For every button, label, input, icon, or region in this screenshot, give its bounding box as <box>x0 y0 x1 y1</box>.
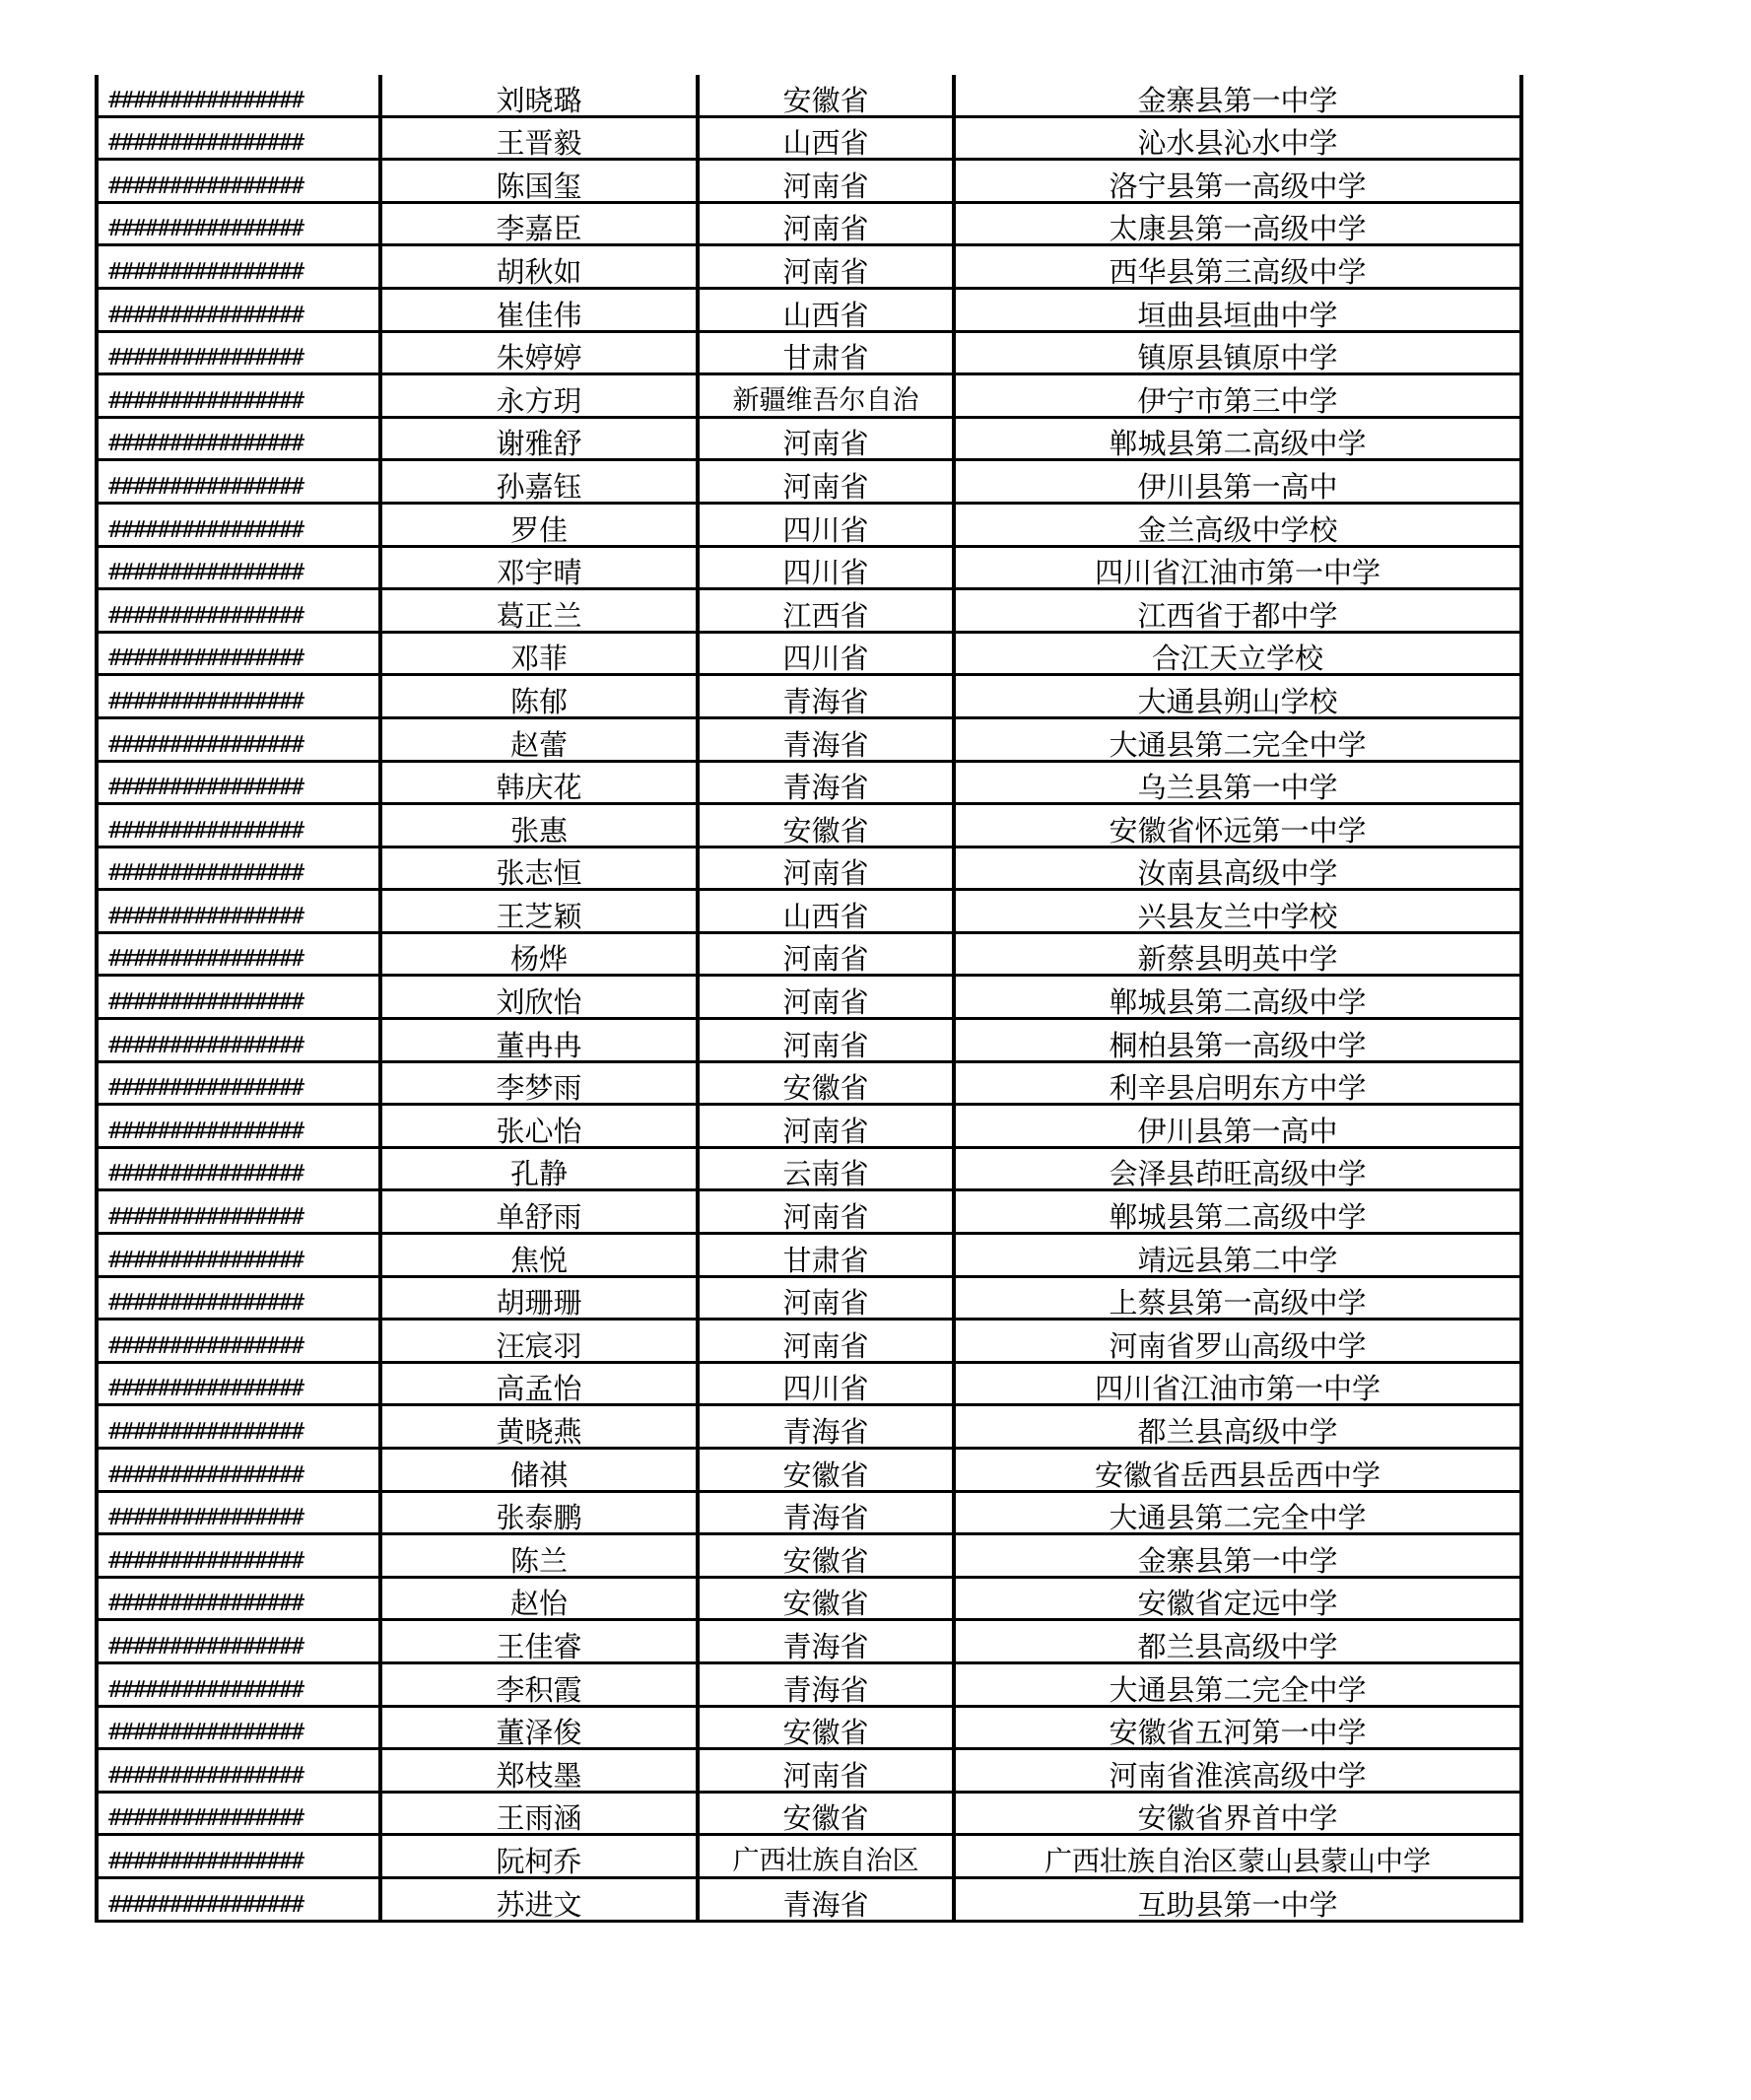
name-cell: 董冉冉 <box>380 1019 698 1062</box>
province-cell: 安徽省 <box>698 1792 954 1835</box>
province-cell: 新疆维吾尔自治 <box>698 374 954 418</box>
id-cell: ################ <box>97 1534 380 1578</box>
name-cell: 朱婷婷 <box>380 331 698 374</box>
student-table-body <box>97 75 1521 1921</box>
school-cell: 安徽省界首中学 <box>954 1792 1521 1835</box>
province-cell: 河南省 <box>698 460 954 504</box>
name-cell: 孔静 <box>380 1147 698 1190</box>
table-row <box>97 804 1521 847</box>
id-cell: ################ <box>97 1877 380 1921</box>
table-row <box>97 1534 1521 1578</box>
table-row <box>97 589 1521 633</box>
id-cell: ################ <box>97 890 380 933</box>
table-row <box>97 1362 1521 1405</box>
id-cell: ################ <box>97 288 380 331</box>
id-cell: ################ <box>97 75 380 116</box>
id-cell: ################ <box>97 1105 380 1148</box>
name-cell: 崔佳伟 <box>380 288 698 331</box>
id-cell: ################ <box>97 1749 380 1793</box>
province-cell: 河南省 <box>698 160 954 203</box>
table-row <box>97 1491 1521 1534</box>
id-cell: ################ <box>97 932 380 976</box>
table-row <box>97 1706 1521 1749</box>
name-cell: 陈国玺 <box>380 160 698 203</box>
table-row <box>97 632 1521 675</box>
table-row <box>97 1835 1521 1878</box>
table-row <box>97 202 1521 245</box>
school-cell: 都兰县高级中学 <box>954 1620 1521 1663</box>
id-cell: ################ <box>97 116 380 160</box>
table-row <box>97 1620 1521 1663</box>
province-cell: 河南省 <box>698 1749 954 1793</box>
school-cell: 汝南县高级中学 <box>954 847 1521 890</box>
province-cell: 山西省 <box>698 288 954 331</box>
id-cell: ################ <box>97 675 380 718</box>
id-cell: ################ <box>97 460 380 504</box>
name-cell: 董泽俊 <box>380 1706 698 1749</box>
province-cell: 四川省 <box>698 632 954 675</box>
table-row <box>97 847 1521 890</box>
table-row <box>97 160 1521 203</box>
id-cell: ################ <box>97 1620 380 1663</box>
id-cell: ################ <box>97 1706 380 1749</box>
school-cell: 金兰高级中学校 <box>954 503 1521 546</box>
school-cell: 安徽省岳西县岳西中学 <box>954 1449 1521 1492</box>
school-cell: 上蔡县第一高级中学 <box>954 1276 1521 1320</box>
school-cell: 金寨县第一中学 <box>954 75 1521 116</box>
province-cell: 安徽省 <box>698 1706 954 1749</box>
table-row <box>97 1449 1521 1492</box>
school-cell: 桐柏县第一高级中学 <box>954 1019 1521 1062</box>
id-cell: ################ <box>97 245 380 289</box>
table-row <box>97 717 1521 761</box>
province-cell: 河南省 <box>698 1320 954 1363</box>
table-row <box>97 1147 1521 1190</box>
name-cell: 谢雅舒 <box>380 417 698 460</box>
name-cell: 胡秋如 <box>380 245 698 289</box>
table-row <box>97 417 1521 460</box>
name-cell: 杨烨 <box>380 932 698 976</box>
id-cell: ################ <box>97 976 380 1019</box>
province-cell: 青海省 <box>698 761 954 804</box>
school-cell: 乌兰县第一中学 <box>954 761 1521 804</box>
table-row <box>97 116 1521 160</box>
id-cell: ################ <box>97 1061 380 1105</box>
province-cell: 河南省 <box>698 847 954 890</box>
province-cell: 广西壮族自治区 <box>698 1835 954 1878</box>
id-cell: ################ <box>97 1835 380 1878</box>
province-cell: 四川省 <box>698 1362 954 1405</box>
name-cell: 刘欣怡 <box>380 976 698 1019</box>
province-cell: 青海省 <box>698 1877 954 1921</box>
id-cell: ################ <box>97 804 380 847</box>
school-cell: 四川省江油市第一中学 <box>954 546 1521 589</box>
province-cell: 四川省 <box>698 503 954 546</box>
table-row <box>97 245 1521 289</box>
name-cell: 李梦雨 <box>380 1061 698 1105</box>
province-cell: 安徽省 <box>698 1534 954 1578</box>
province-cell: 青海省 <box>698 675 954 718</box>
name-cell: 赵怡 <box>380 1577 698 1620</box>
school-cell: 伊川县第一高中 <box>954 1105 1521 1148</box>
school-cell: 会泽县茚旺高级中学 <box>954 1147 1521 1190</box>
school-cell: 郸城县第二高级中学 <box>954 1190 1521 1234</box>
school-cell: 河南省淮滨高级中学 <box>954 1749 1521 1793</box>
id-cell: ################ <box>97 717 380 761</box>
name-cell: 刘晓璐 <box>380 75 698 116</box>
province-cell: 青海省 <box>698 1662 954 1706</box>
province-cell: 云南省 <box>698 1147 954 1190</box>
name-cell: 王雨涵 <box>380 1792 698 1835</box>
name-cell: 焦悦 <box>380 1234 698 1277</box>
province-cell: 安徽省 <box>698 1449 954 1492</box>
table-row <box>97 976 1521 1019</box>
id-cell: ################ <box>97 1019 380 1062</box>
school-cell: 江西省于都中学 <box>954 589 1521 633</box>
name-cell: 单舒雨 <box>380 1190 698 1234</box>
school-cell: 郸城县第二高级中学 <box>954 976 1521 1019</box>
table-row <box>97 1276 1521 1320</box>
id-cell: ################ <box>97 160 380 203</box>
province-cell: 河南省 <box>698 976 954 1019</box>
school-cell: 广西壮族自治区蒙山县蒙山中学 <box>954 1835 1521 1878</box>
name-cell: 高孟怡 <box>380 1362 698 1405</box>
id-cell: ################ <box>97 1362 380 1405</box>
school-cell: 太康县第一高级中学 <box>954 202 1521 245</box>
id-cell: ################ <box>97 1147 380 1190</box>
name-cell: 王芝颖 <box>380 890 698 933</box>
name-cell: 王晋毅 <box>380 116 698 160</box>
school-cell: 大通县第二完全中学 <box>954 717 1521 761</box>
school-cell: 镇原县镇原中学 <box>954 331 1521 374</box>
province-cell: 青海省 <box>698 1620 954 1663</box>
table-row <box>97 1320 1521 1363</box>
id-cell: ################ <box>97 1405 380 1449</box>
name-cell: 永方玥 <box>380 374 698 418</box>
province-cell: 四川省 <box>698 546 954 589</box>
name-cell: 李嘉臣 <box>380 202 698 245</box>
province-cell: 山西省 <box>698 116 954 160</box>
table-row <box>97 1577 1521 1620</box>
province-cell: 河南省 <box>698 417 954 460</box>
table-row <box>97 1019 1521 1062</box>
name-cell: 陈郁 <box>380 675 698 718</box>
school-cell: 互助县第一中学 <box>954 1877 1521 1921</box>
province-cell: 安徽省 <box>698 75 954 116</box>
province-cell: 甘肃省 <box>698 1234 954 1277</box>
id-cell: ################ <box>97 1190 380 1234</box>
school-cell: 伊宁市第三中学 <box>954 374 1521 418</box>
province-cell: 河南省 <box>698 1105 954 1148</box>
id-cell: ################ <box>97 632 380 675</box>
school-cell: 伊川县第一高中 <box>954 460 1521 504</box>
table-row <box>97 460 1521 504</box>
id-cell: ################ <box>97 417 380 460</box>
name-cell: 孙嘉钰 <box>380 460 698 504</box>
table-row <box>97 1061 1521 1105</box>
table-row <box>97 675 1521 718</box>
province-cell: 青海省 <box>698 717 954 761</box>
school-cell: 利辛县启明东方中学 <box>954 1061 1521 1105</box>
name-cell: 张志恒 <box>380 847 698 890</box>
id-cell: ################ <box>97 761 380 804</box>
table-row <box>97 75 1521 116</box>
name-cell: 张心怡 <box>380 1105 698 1148</box>
province-cell: 河南省 <box>698 1276 954 1320</box>
table-row <box>97 546 1521 589</box>
id-cell: ################ <box>97 374 380 418</box>
student-table <box>95 75 1523 1923</box>
school-cell: 大通县第二完全中学 <box>954 1662 1521 1706</box>
name-cell: 陈兰 <box>380 1534 698 1578</box>
school-cell: 洛宁县第一高级中学 <box>954 160 1521 203</box>
province-cell: 青海省 <box>698 1491 954 1534</box>
name-cell: 邓菲 <box>380 632 698 675</box>
id-cell: ################ <box>97 503 380 546</box>
table-row <box>97 890 1521 933</box>
table-row <box>97 288 1521 331</box>
name-cell: 张泰鹏 <box>380 1491 698 1534</box>
id-cell: ################ <box>97 1234 380 1277</box>
name-cell: 李积霞 <box>380 1662 698 1706</box>
school-cell: 都兰县高级中学 <box>954 1405 1521 1449</box>
id-cell: ################ <box>97 1276 380 1320</box>
province-cell: 河南省 <box>698 932 954 976</box>
school-cell: 靖远县第二中学 <box>954 1234 1521 1277</box>
table-row <box>97 1190 1521 1234</box>
table-row <box>97 1749 1521 1793</box>
id-cell: ################ <box>97 1792 380 1835</box>
school-cell: 新蔡县明英中学 <box>954 932 1521 976</box>
id-cell: ################ <box>97 847 380 890</box>
table-row <box>97 374 1521 418</box>
province-cell: 河南省 <box>698 1019 954 1062</box>
province-cell: 安徽省 <box>698 1577 954 1620</box>
school-cell: 安徽省怀远第一中学 <box>954 804 1521 847</box>
name-cell: 葛正兰 <box>380 589 698 633</box>
school-cell: 大通县第二完全中学 <box>954 1491 1521 1534</box>
school-cell: 合江天立学校 <box>954 632 1521 675</box>
name-cell: 苏进文 <box>380 1877 698 1921</box>
table-row <box>97 1405 1521 1449</box>
table-row <box>97 932 1521 976</box>
name-cell: 韩庆花 <box>380 761 698 804</box>
school-cell: 安徽省五河第一中学 <box>954 1706 1521 1749</box>
province-cell: 河南省 <box>698 1190 954 1234</box>
id-cell: ################ <box>97 1662 380 1706</box>
province-cell: 甘肃省 <box>698 331 954 374</box>
school-cell: 大通县朔山学校 <box>954 675 1521 718</box>
name-cell: 储祺 <box>380 1449 698 1492</box>
province-cell: 安徽省 <box>698 1061 954 1105</box>
name-cell: 胡珊珊 <box>380 1276 698 1320</box>
id-cell: ################ <box>97 1320 380 1363</box>
name-cell: 赵蕾 <box>380 717 698 761</box>
id-cell: ################ <box>97 202 380 245</box>
school-cell: 四川省江油市第一中学 <box>954 1362 1521 1405</box>
province-cell: 安徽省 <box>698 804 954 847</box>
name-cell: 汪宸羽 <box>380 1320 698 1363</box>
province-cell: 山西省 <box>698 890 954 933</box>
school-cell: 兴县友兰中学校 <box>954 890 1521 933</box>
id-cell: ################ <box>97 331 380 374</box>
school-cell: 河南省罗山高级中学 <box>954 1320 1521 1363</box>
name-cell: 邓宇晴 <box>380 546 698 589</box>
name-cell: 阮柯乔 <box>380 1835 698 1878</box>
name-cell: 黄晓燕 <box>380 1405 698 1449</box>
school-cell: 西华县第三高级中学 <box>954 245 1521 289</box>
name-cell: 张惠 <box>380 804 698 847</box>
table-row <box>97 1792 1521 1835</box>
province-cell: 河南省 <box>698 202 954 245</box>
table-row <box>97 1662 1521 1706</box>
school-cell: 安徽省定远中学 <box>954 1577 1521 1620</box>
name-cell: 王佳睿 <box>380 1620 698 1663</box>
province-cell: 河南省 <box>698 245 954 289</box>
school-cell: 金寨县第一中学 <box>954 1534 1521 1578</box>
name-cell: 郑枝墨 <box>380 1749 698 1793</box>
table-row <box>97 1877 1521 1921</box>
school-cell: 郸城县第二高级中学 <box>954 417 1521 460</box>
id-cell: ################ <box>97 546 380 589</box>
province-cell: 江西省 <box>698 589 954 633</box>
id-cell: ################ <box>97 1449 380 1492</box>
province-cell: 青海省 <box>698 1405 954 1449</box>
school-cell: 垣曲县垣曲中学 <box>954 288 1521 331</box>
table-row <box>97 503 1521 546</box>
id-cell: ################ <box>97 1491 380 1534</box>
name-cell: 罗佳 <box>380 503 698 546</box>
table-row <box>97 761 1521 804</box>
table-row <box>97 331 1521 374</box>
table-row <box>97 1234 1521 1277</box>
id-cell: ################ <box>97 1577 380 1620</box>
table-row <box>97 1105 1521 1148</box>
school-cell: 沁水县沁水中学 <box>954 116 1521 160</box>
id-cell: ################ <box>97 589 380 633</box>
